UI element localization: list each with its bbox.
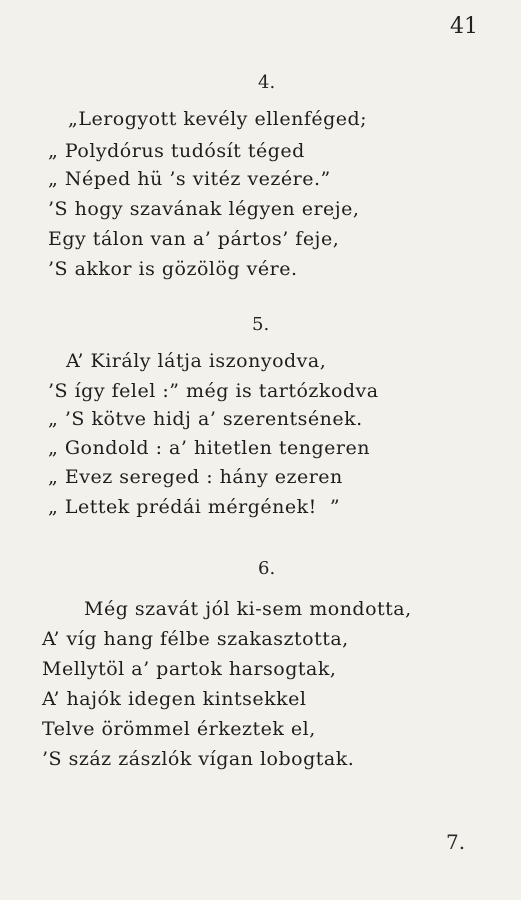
- verse-line: „ Néped hü ’s vitéz vezére.”: [48, 168, 331, 190]
- verse-line: A’ Király látja iszonyodva,: [66, 350, 327, 372]
- verse-line: A’ víg hang félbe szakasztotta,: [42, 628, 349, 650]
- verse-line: Mellytöl a’ partok harsogtak,: [42, 658, 337, 680]
- catchword: 7.: [446, 830, 466, 854]
- verse-line: ’S akkor is gözölög vére.: [48, 258, 298, 280]
- verse-line: Telve örömmel érkeztek el,: [42, 718, 316, 740]
- verse-line: „ Polydórus tudósít téged: [48, 140, 305, 162]
- verse-line: „ Evez sereged : hány ezeren: [48, 466, 343, 488]
- verse-line: „ Lettek prédái mérgének! ”: [48, 496, 341, 518]
- verse-line: A’ hajók idegen kintsekkel: [42, 688, 307, 710]
- verse-line: ’S száz zászlók vígan lobogtak.: [42, 748, 355, 770]
- verse-line: Még szavát jól ki-sem mondotta,: [84, 598, 412, 620]
- page-number: 41: [450, 14, 478, 39]
- verse-line: ’S így felel :” még is tartózkodva: [48, 380, 379, 402]
- verse-line: „ ’S kötve hidj a’ szerentsének.: [48, 408, 363, 430]
- stanza-number: 4.: [258, 72, 276, 93]
- verse-line: „ Gondold : a’ hitetlen tengeren: [48, 437, 370, 459]
- stanza-number: 5.: [252, 314, 270, 335]
- stanza-number: 6.: [258, 558, 276, 579]
- verse-line: „Lerogyott kevély ellenféged;: [68, 108, 368, 130]
- verse-line: ’S hogy szavának légyen ereje,: [48, 198, 360, 220]
- verse-line: Egy tálon van a’ pártos’ feje,: [48, 228, 340, 250]
